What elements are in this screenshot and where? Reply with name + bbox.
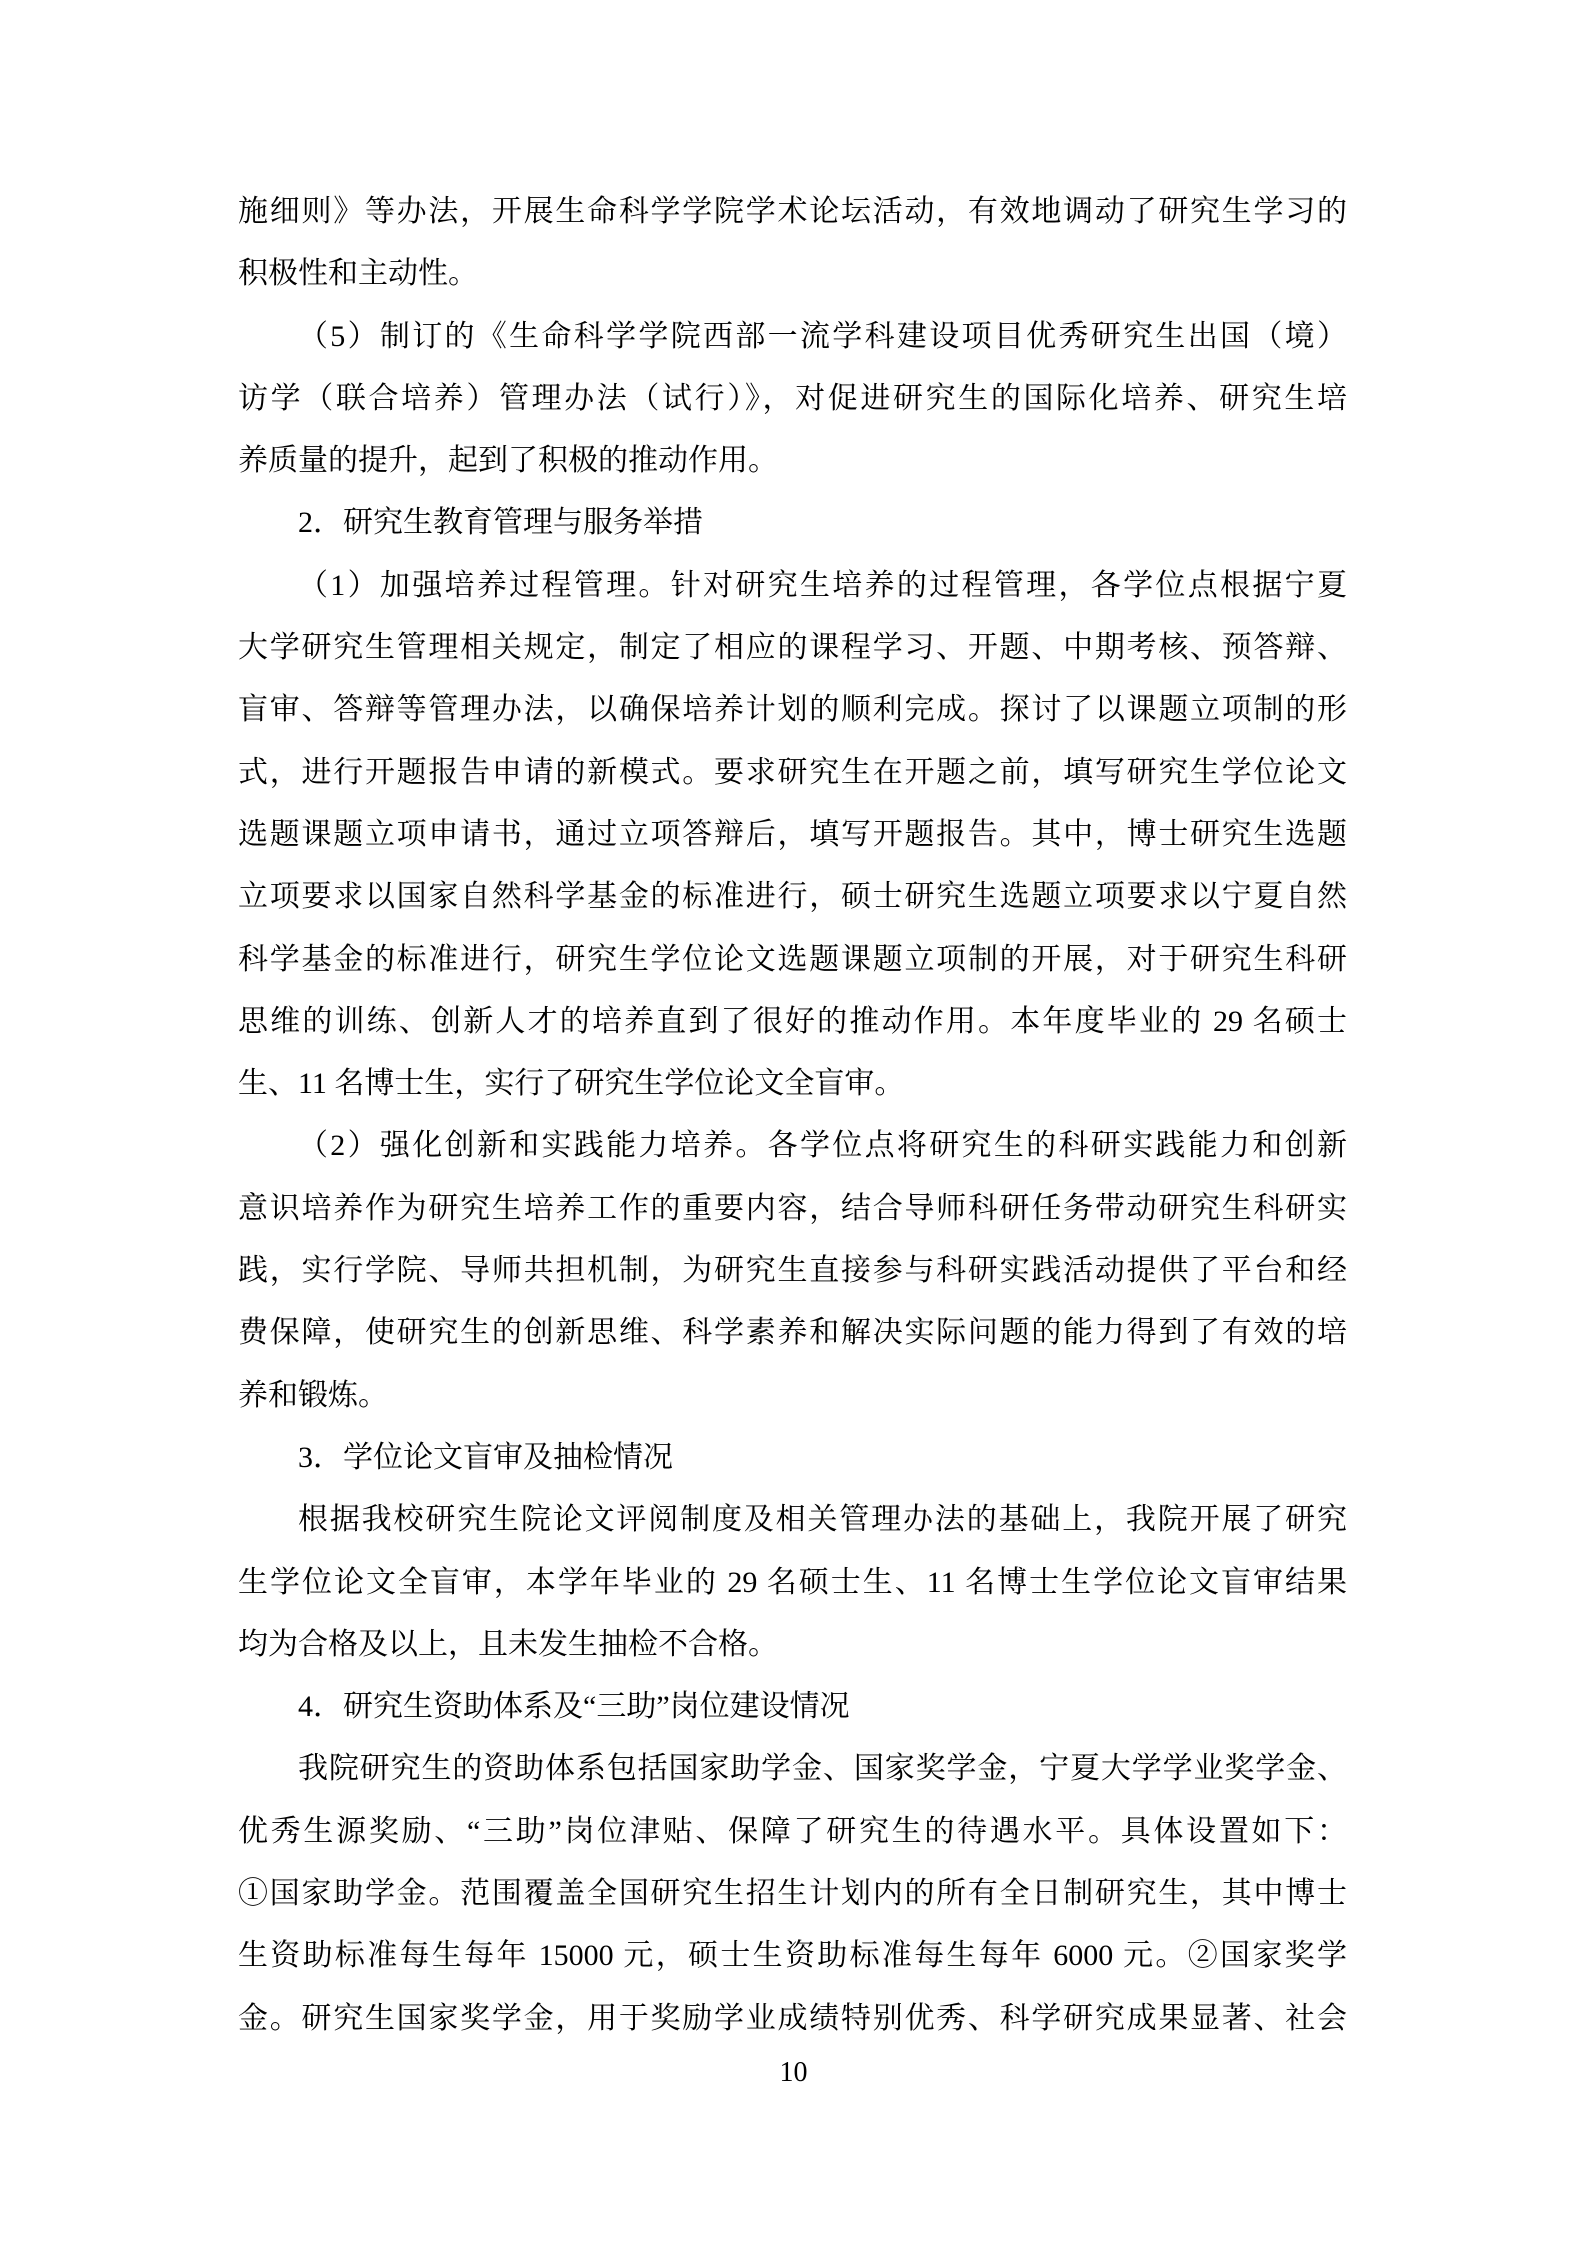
text-line: 积极性和主动性。: [238, 257, 478, 291]
text-line: 优秀生源奖励、“三助”岗位津贴、保障了研究生的待遇水平。具体设置如下：: [238, 1814, 1347, 1848]
text-line: 生、11 名博士生，实行了研究生学位论文全盲审。: [238, 1067, 905, 1101]
text-line: （2）强化创新和实践能力培养。各学位点将研究生的科研实践能力和创新: [298, 1129, 1347, 1163]
text-line: （5）制订的《生命科学学院西部一流学科建设项目优秀研究生出国（境）: [298, 319, 1347, 353]
text-line: 盲审、答辩等管理办法，以确保培养计划的顺利完成。探讨了以课题立项制的形: [238, 693, 1347, 727]
text-line: 大学研究生管理相关规定，制定了相应的课程学习、开题、中期考核、预答辩、: [238, 631, 1347, 665]
text-line: 养质量的提升，起到了积极的推动作用。: [238, 444, 778, 478]
text-line: ①国家助学金。范围覆盖全国研究生招生计划内的所有全日制研究生，其中博士: [238, 1877, 1347, 1911]
text-line: 我院研究生的资助体系包括国家助学金、国家奖学金，宁夏大学学业奖学金、: [298, 1752, 1347, 1786]
text-line: 选题课题立项申请书，通过立项答辩后，填写开题报告。其中，博士研究生选题: [238, 817, 1347, 851]
page-footer: [0, 2058, 1587, 2088]
text-line: 生学位论文全盲审，本学年毕业的 29 名硕士生、11 名博士生学位论文盲审结果: [238, 1565, 1347, 1599]
text-line: 科学基金的标准进行，研究生学位论文选题课题立项制的开展，对于研究生科研: [238, 942, 1347, 976]
text-line: 践，实行学院、导师共担机制，为研究生直接参与科研实践活动提供了平台和经: [238, 1254, 1347, 1288]
text-line: 养和锻炼。: [238, 1378, 388, 1412]
text-line: 式，进行开题报告申请的新模式。要求研究生在开题之前，填写研究生学位论文: [238, 755, 1347, 789]
text-line: 施细则》等办法，开展生命科学学院学术论坛活动，有效地调动了研究生学习的: [238, 195, 1347, 228]
text-line: 费保障，使研究生的创新思维、科学素养和解决实际问题的能力得到了有效的培: [238, 1316, 1347, 1350]
text-line: 思维的训练、创新人才的培养直到了很好的推动作用。本年度毕业的 29 名硕士: [238, 1004, 1347, 1038]
text-line: 意识培养作为研究生培养工作的重要内容，结合导师科研任务带动研究生科研实: [238, 1191, 1347, 1225]
text-line: （1）加强培养过程管理。针对研究生培养的过程管理，各学位点根据宁夏: [298, 568, 1347, 602]
page-number: 10: [779, 2057, 808, 2088]
text-line: 立项要求以国家自然科学基金的标准进行，硕士研究生选题立项要求以宁夏自然: [238, 880, 1347, 914]
text-line: 访学（联合培养）管理办法（试行）》，对促进研究生的国际化培养、研究生培: [238, 381, 1347, 415]
text-line: 3．学位论文盲审及抽检情况: [298, 1440, 673, 1474]
text-line: 生资助标准每生每年 15000 元，硕士生资助标准每生每年 6000 元。②国家奖学: [238, 1939, 1347, 1973]
text-line: 2．研究生教育管理与服务举措: [298, 506, 703, 540]
text-line: 根据我校研究生院论文评阅制度及相关管理办法的基础上，我院开展了研究: [298, 1503, 1347, 1537]
document-body: [238, 181, 1347, 2050]
text-line: 金。研究生国家奖学金，用于奖励学业成绩特别优秀、科学研究成果显著、社会: [238, 2001, 1347, 2035]
text-line: 均为合格及以上，且未发生抽检不合格。: [238, 1627, 778, 1661]
text-line: 4．研究生资助体系及“三助”岗位建设情况: [298, 1690, 850, 1724]
